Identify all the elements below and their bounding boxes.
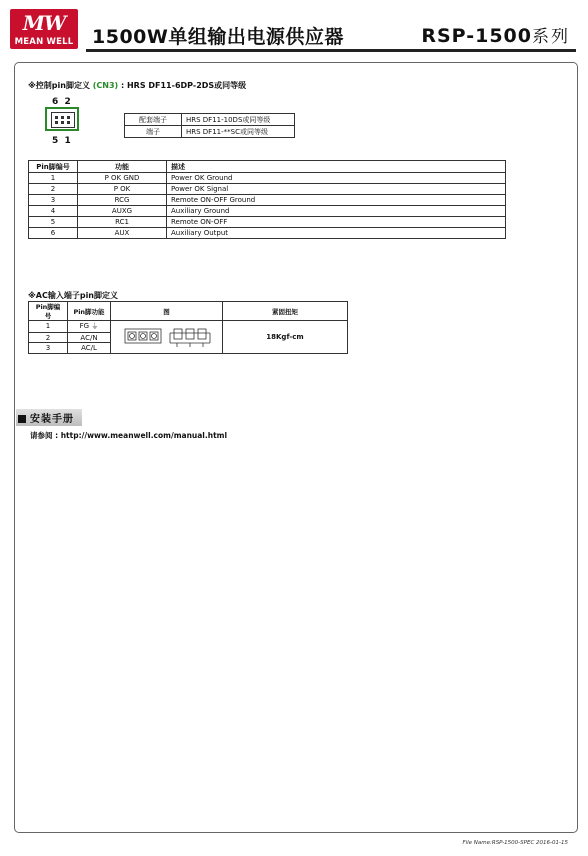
table-row (29, 321, 348, 333)
table-cell: 3 (29, 195, 78, 206)
table-cell: P OK GND (78, 173, 167, 184)
table-cell: Remote ON-OFF (167, 217, 506, 228)
table-row (29, 195, 506, 206)
column-header: Pin脚编号 (29, 161, 78, 173)
connector-pin (61, 116, 64, 119)
table-cell: Auxiliary Output (167, 228, 506, 239)
table-cell: Auxiliary Ground (167, 206, 506, 217)
logo-name: MEAN WELL (14, 37, 74, 47)
connector-pin (55, 116, 58, 119)
mean-well-logo (10, 9, 78, 49)
table-cell: AC/N (68, 332, 111, 343)
table-cell: 3 (29, 343, 68, 354)
table-cell: FG ⏚ (68, 321, 111, 333)
table-row (29, 206, 506, 217)
page-title: 1500W单组输出电源供应器 (92, 26, 344, 48)
cn3-title-prefix: ※控制pin脚定义 (28, 81, 90, 90)
file-name-footer: File Name:RSP-1500-SPEC 2016-01-15 (462, 840, 568, 846)
table-cell: Power OK Signal (167, 184, 506, 195)
install-section-heading (16, 409, 82, 426)
table-row (125, 126, 295, 138)
table-cell: 配套端子 (125, 114, 182, 126)
column-header: 紧固扭矩 (223, 302, 348, 321)
connector-pin (67, 121, 70, 124)
install-link-text[interactable]: 请参阅 : http://www.meanwell.com/manual.html (30, 431, 228, 440)
cn3-code: (CN3) (92, 81, 119, 90)
table-cell: 2 (29, 184, 78, 195)
table-cell: 1 (29, 173, 78, 184)
column-header: 图 (111, 302, 223, 321)
table-cell: HRS DF11-10DS或同等级 (182, 114, 295, 126)
table-header-row (29, 302, 348, 321)
table-cell: HRS DF11-**SC或同等级 (182, 126, 295, 138)
connector-housing (51, 112, 75, 128)
connector-pin (55, 121, 58, 124)
table-cell: 6 (29, 228, 78, 239)
install-heading-text: 安装手册 (30, 414, 74, 425)
table-row (29, 217, 506, 228)
table-cell: AC/L (68, 343, 111, 354)
ac-table (28, 301, 348, 354)
cn3-part: : HRS DF11-6DP-2DS或同等级 (121, 81, 247, 90)
mating-table (124, 113, 295, 138)
model-code: RSP-1500 (421, 25, 532, 47)
table-row (29, 184, 506, 195)
table-cell: 2 (29, 332, 68, 343)
connector-diagram (45, 107, 79, 131)
table-cell: RC1 (78, 217, 167, 228)
table-cell: RCG (78, 195, 167, 206)
connector-pin (67, 116, 70, 119)
terminal-block-front (125, 329, 161, 343)
terminal-block-drawing (115, 321, 218, 351)
table-cell: 端子 (125, 126, 182, 138)
table-cell: AUXG (78, 206, 167, 217)
table-row (29, 173, 506, 184)
square-bullet-icon (18, 415, 26, 423)
terminal-drawing-cell (111, 321, 223, 354)
table-row (29, 228, 506, 239)
ac-heading: ※AC输入端子pin脚定义 (28, 291, 119, 300)
table-cell: 5 (29, 217, 78, 228)
table-cell: Remote ON-OFF Ground (167, 195, 506, 206)
connector-pin-top: 6 2 (52, 97, 71, 107)
table-cell: AUX (78, 228, 167, 239)
column-header: Pin脚编号 (29, 302, 68, 321)
terminal-block-side (170, 333, 210, 343)
table-row (125, 114, 295, 126)
table-cell: Power OK Ground (167, 173, 506, 184)
table-header-row (29, 161, 506, 173)
table-cell: P OK (78, 184, 167, 195)
model-name (421, 22, 570, 47)
header-rule (86, 49, 576, 52)
table-cell: 4 (29, 206, 78, 217)
connector-pin-bottom: 5 1 (52, 136, 71, 146)
connector-pin (61, 121, 64, 124)
column-header: Pin脚功能 (68, 302, 111, 321)
pin-table (28, 160, 506, 239)
table-cell: 1 (29, 321, 68, 333)
model-suffix: 系列 (532, 27, 570, 47)
column-header: 描述 (167, 161, 506, 173)
column-header: 功能 (78, 161, 167, 173)
logo-mark: MW (22, 11, 66, 35)
cn3-heading (28, 80, 246, 91)
torque-value: 18Kgf-cm (223, 321, 348, 354)
